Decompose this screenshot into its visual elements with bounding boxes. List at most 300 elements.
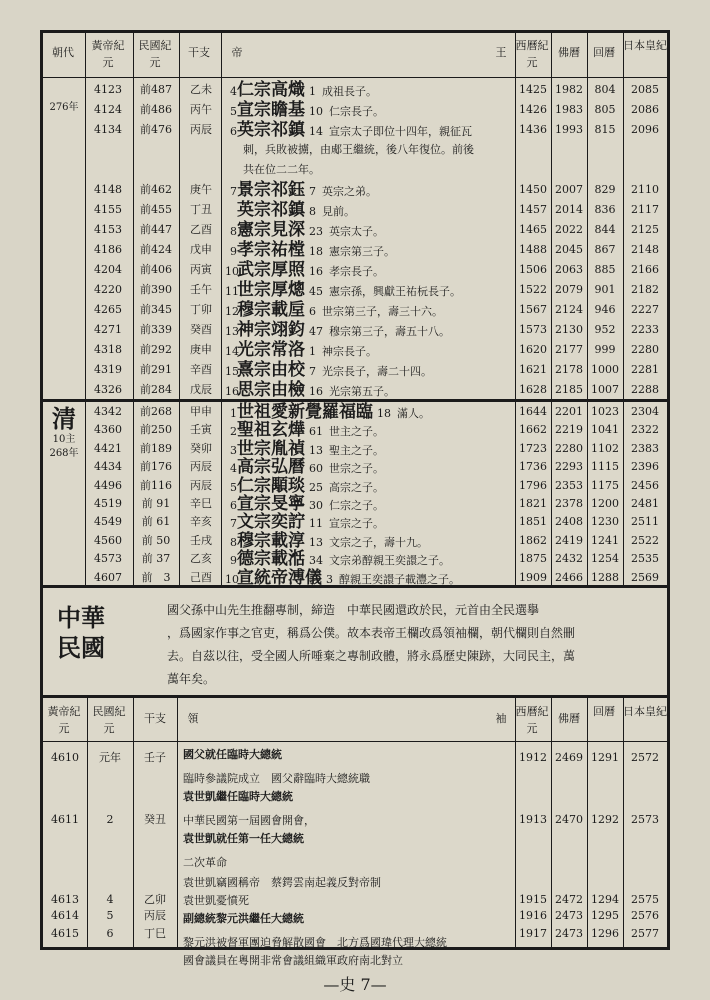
ruler-name: 宣統帝溥儀 bbox=[237, 567, 322, 588]
cell-buddhist: 2293 bbox=[555, 460, 583, 474]
ruler-note-continued: 共在位二二年。 bbox=[243, 163, 320, 176]
cell-japan: 2511 bbox=[631, 515, 659, 529]
cell-buddhist: 2280 bbox=[555, 441, 583, 455]
cell-minguo: 前189 bbox=[140, 441, 172, 455]
ruler-order: 12 bbox=[225, 305, 239, 318]
table-row bbox=[43, 321, 667, 341]
reign-years: 13 bbox=[309, 443, 323, 457]
cell-islamic: 1175 bbox=[591, 478, 619, 492]
cell-huangdi: 4615 bbox=[51, 927, 79, 940]
cell-japan: 2573 bbox=[631, 813, 659, 826]
qing-name: 清 bbox=[52, 404, 76, 433]
cell-buddhist: 2408 bbox=[555, 515, 583, 529]
cell-minguo: 前462 bbox=[140, 183, 172, 196]
ruler-order: 4 bbox=[230, 462, 237, 476]
cell-western: 1662 bbox=[519, 423, 547, 437]
cell-ganzhi: 甲申 bbox=[190, 405, 212, 418]
cell-minguo: 前 50 bbox=[141, 533, 171, 547]
cell-huangdi: 4610 bbox=[51, 751, 79, 764]
cell-western: 1875 bbox=[519, 552, 547, 566]
ruler-note: 見前。 bbox=[322, 205, 355, 218]
cell-buddhist: 2130 bbox=[555, 323, 583, 336]
ruler-note: 高宗之子。 bbox=[329, 480, 384, 494]
cell-buddhist: 2124 bbox=[555, 303, 583, 316]
ruler-order: 2 bbox=[230, 425, 237, 439]
cell-minguo: 6 bbox=[106, 927, 114, 940]
cell-huangdi: 4326 bbox=[94, 383, 122, 396]
ruler-cell bbox=[225, 101, 515, 121]
reign-years: 13 bbox=[309, 535, 323, 549]
ruler-order: 5 bbox=[230, 480, 237, 494]
cell-japan: 2304 bbox=[631, 405, 659, 418]
cell-islamic: 952 bbox=[594, 323, 616, 336]
cell-huangdi: 4360 bbox=[94, 423, 122, 437]
ruler-note: 世宗第三子，壽三十六。 bbox=[322, 305, 443, 318]
cell-buddhist: 2007 bbox=[555, 183, 583, 196]
ruler-name: 光宗常洛 bbox=[237, 340, 305, 360]
cell-western: 1917 bbox=[519, 927, 547, 940]
ruler-order: 8 bbox=[230, 535, 237, 549]
cell-western: 1912 bbox=[519, 751, 547, 764]
table-row bbox=[43, 550, 667, 568]
cell-western: 1913 bbox=[519, 813, 547, 826]
cell-western: 1723 bbox=[519, 441, 547, 455]
reign-years: 18 bbox=[377, 407, 391, 420]
cell-huangdi: 4342 bbox=[94, 405, 122, 418]
ruler-note: 英宗之弟。 bbox=[322, 185, 377, 198]
table-row bbox=[43, 495, 667, 513]
cell-western: 1736 bbox=[519, 460, 547, 474]
qing-rulers: 10主 bbox=[52, 434, 76, 445]
event-9: 副總統黎元洪繼任大總統 bbox=[183, 912, 304, 925]
cell-ganzhi: 戊申 bbox=[190, 243, 212, 256]
ruler-name: 仁宗高熾 bbox=[237, 80, 305, 100]
reign-years: 16 bbox=[309, 265, 323, 278]
cell-buddhist: 2432 bbox=[555, 552, 583, 566]
cell-ganzhi: 丙辰 bbox=[190, 123, 212, 136]
cell-japan: 2522 bbox=[631, 533, 659, 547]
cell-western: 1851 bbox=[519, 515, 547, 529]
table-sheet bbox=[40, 30, 670, 967]
cell-minguo: 2 bbox=[106, 813, 114, 826]
ruler-note: 仁宗之子。 bbox=[329, 499, 384, 512]
cell-ganzhi: 丁巳 bbox=[144, 927, 166, 940]
ruler-name: 德宗載湉 bbox=[237, 549, 305, 570]
ruler-name: 世祖愛新覺羅福臨 bbox=[237, 402, 373, 422]
reign-years: 7 bbox=[309, 365, 316, 378]
cell-ganzhi: 壬午 bbox=[190, 283, 212, 296]
ruler-cell bbox=[225, 241, 515, 261]
cell-japan: 2182 bbox=[631, 283, 659, 296]
cell-western: 1909 bbox=[519, 570, 547, 584]
reign-years: 7 bbox=[309, 185, 316, 198]
ruler-note: 憲宗第三子。 bbox=[329, 245, 395, 258]
cell-japan: 2110 bbox=[631, 183, 659, 196]
cell-ganzhi: 乙未 bbox=[190, 83, 212, 96]
cell-islamic: 829 bbox=[594, 183, 616, 196]
ruler-note: 神宗長子。 bbox=[322, 345, 377, 358]
reign-years: 23 bbox=[309, 225, 323, 238]
cell-islamic: 805 bbox=[594, 103, 616, 116]
table-row bbox=[43, 241, 667, 261]
cell-japan: 2456 bbox=[631, 478, 659, 492]
cell-minguo: 前291 bbox=[140, 363, 172, 376]
header2-minguo: 民國紀元 bbox=[92, 705, 126, 735]
cell-minguo: 4 bbox=[106, 893, 114, 906]
ruler-order: 6 bbox=[230, 125, 237, 138]
ruler-order: 14 bbox=[225, 345, 239, 358]
cell-huangdi: 4319 bbox=[94, 363, 122, 376]
cell-minguo: 前284 bbox=[140, 383, 172, 396]
ruler-order: 1 bbox=[230, 407, 237, 420]
ruler-name: 宣宗旻寧 bbox=[237, 494, 305, 514]
reign-years: 14 bbox=[309, 125, 323, 138]
ruler-cell bbox=[225, 301, 515, 321]
header-di: 帝 bbox=[231, 46, 243, 59]
header-buddhist: 佛曆 bbox=[558, 46, 580, 59]
cell-ganzhi: 丙辰 bbox=[190, 460, 212, 474]
table-row bbox=[43, 120, 667, 176]
cell-minguo: 前 37 bbox=[141, 552, 171, 566]
roc-para-line3: 去。自茲以往，受全國人所唾棄之專制政體，將永爲歷史陳跡，大同民主，萬 bbox=[167, 649, 576, 663]
reign-years: 1 bbox=[309, 345, 316, 358]
ruler-order: 13 bbox=[225, 325, 239, 338]
cell-islamic: 885 bbox=[594, 263, 616, 276]
ruler-order: 10 bbox=[225, 572, 239, 586]
cell-minguo: 前292 bbox=[140, 343, 172, 356]
cell-islamic: 1295 bbox=[591, 909, 619, 922]
ruler-order: 3 bbox=[230, 443, 237, 457]
cell-huangdi: 4549 bbox=[94, 515, 122, 529]
cell-ganzhi: 丙寅 bbox=[190, 263, 212, 276]
header-wang: 王 bbox=[495, 46, 507, 59]
cell-western: 1457 bbox=[519, 203, 547, 216]
ruler-name: 高宗弘曆 bbox=[237, 457, 305, 478]
cell-western: 1465 bbox=[519, 223, 547, 236]
ruler-order: 8 bbox=[230, 225, 237, 238]
reign-years: 6 bbox=[309, 305, 316, 318]
header2-buddhist: 佛曆 bbox=[558, 712, 580, 725]
cell-buddhist: 2353 bbox=[555, 478, 583, 492]
cell-islamic: 1041 bbox=[591, 423, 619, 437]
cell-ganzhi: 丙辰 bbox=[190, 478, 212, 492]
table-row bbox=[43, 341, 667, 361]
ruler-note: 孝宗長子。 bbox=[329, 265, 384, 278]
cell-ganzhi: 乙亥 bbox=[190, 552, 212, 566]
event-4: 中華民國第一屆國會開會， bbox=[183, 814, 315, 827]
cell-japan: 2281 bbox=[631, 363, 659, 376]
header-islamic: 回曆 bbox=[593, 46, 615, 59]
cell-western: 1488 bbox=[519, 243, 547, 256]
header-dynasty: 朝代 bbox=[52, 46, 74, 59]
cell-buddhist: 2177 bbox=[555, 343, 583, 356]
cell-huangdi: 4124 bbox=[94, 103, 122, 116]
cell-minguo: 元年 bbox=[99, 751, 121, 764]
ruler-cell bbox=[225, 221, 515, 241]
cell-huangdi: 4318 bbox=[94, 343, 122, 356]
ruler-name: 穆宗載垕 bbox=[237, 300, 305, 320]
ruler-note: 聖主之子。 bbox=[329, 443, 384, 457]
ruler-note: 文宗之子，壽十九。 bbox=[329, 535, 428, 549]
cell-western: 1425 bbox=[519, 83, 547, 96]
cell-huangdi: 4614 bbox=[51, 909, 79, 922]
cell-ganzhi: 乙卯 bbox=[144, 893, 166, 906]
header2-ganzhi: 干支 bbox=[144, 712, 166, 725]
cell-buddhist: 2466 bbox=[555, 570, 583, 584]
ruler-cell bbox=[225, 201, 515, 221]
page-number: —史 7— bbox=[323, 975, 387, 994]
cell-huangdi: 4186 bbox=[94, 243, 122, 256]
table-row bbox=[43, 421, 667, 439]
cell-western: 1916 bbox=[519, 909, 547, 922]
ruler-name: 孝宗祐樘 bbox=[237, 240, 305, 260]
cell-japan: 2125 bbox=[631, 223, 659, 236]
cell-western: 1862 bbox=[519, 533, 547, 547]
cell-huangdi: 4148 bbox=[94, 183, 122, 196]
cell-western: 1573 bbox=[519, 323, 547, 336]
cell-islamic: 1291 bbox=[591, 751, 619, 764]
table-row bbox=[43, 440, 667, 458]
qing-years: 268年 bbox=[49, 448, 79, 459]
cell-japan: 2085 bbox=[631, 83, 659, 96]
event-1: 國父就任臨時大總統 bbox=[183, 748, 282, 761]
event-11: 國會議員在粵開非常會議組織軍政府南北對立 bbox=[183, 954, 403, 967]
cell-islamic: 1007 bbox=[591, 383, 619, 396]
cell-buddhist: 2378 bbox=[555, 497, 583, 510]
ruler-name: 聖祖玄燁 bbox=[237, 420, 305, 441]
reign-years: 1 bbox=[309, 85, 316, 98]
ruler-name: 世宗厚熜 bbox=[237, 280, 305, 300]
table-row bbox=[43, 261, 667, 281]
ruler-name: 文宗奕詝 bbox=[237, 512, 305, 533]
ruler-cell bbox=[225, 261, 515, 281]
cell-western: 1644 bbox=[519, 405, 547, 418]
cell-japan: 2288 bbox=[631, 383, 659, 396]
cell-islamic: 844 bbox=[594, 223, 616, 236]
cell-islamic: 1292 bbox=[591, 813, 619, 826]
cell-minguo: 前487 bbox=[140, 83, 172, 96]
cell-buddhist: 2079 bbox=[555, 283, 583, 296]
cell-ganzhi: 壬戌 bbox=[190, 533, 212, 547]
cell-islamic: 1241 bbox=[591, 533, 619, 547]
cell-islamic: 1115 bbox=[591, 460, 619, 474]
ruler-note: 世宗之子。 bbox=[329, 462, 384, 476]
event-7: 袁世凱竊國稱帝 蔡鍔雲南起義反對帝制 bbox=[183, 876, 381, 889]
cell-buddhist: 2201 bbox=[555, 405, 583, 418]
cell-huangdi: 4613 bbox=[51, 893, 79, 906]
reign-years: 8 bbox=[309, 205, 316, 218]
cell-japan: 2577 bbox=[631, 927, 659, 940]
cell-islamic: 901 bbox=[594, 283, 616, 296]
cell-islamic: 867 bbox=[594, 243, 616, 256]
ruler-note: 宣宗之子。 bbox=[329, 517, 384, 531]
header-western: 西曆紀元 bbox=[515, 39, 549, 69]
ruler-order: 11 bbox=[225, 285, 239, 298]
cell-buddhist: 1983 bbox=[555, 103, 583, 116]
cell-western: 1628 bbox=[519, 383, 547, 396]
table-row bbox=[43, 301, 667, 321]
event-10: 黎元洪被督軍團迫脅解散國會 北方爲國瑋代理大總統 bbox=[183, 936, 447, 949]
cell-japan: 2086 bbox=[631, 103, 659, 116]
cell-huangdi: 4155 bbox=[94, 203, 122, 216]
cell-minguo: 前339 bbox=[140, 323, 172, 336]
cell-huangdi: 4134 bbox=[94, 123, 122, 136]
reign-years: 11 bbox=[309, 517, 323, 531]
ruler-name: 仁宗顒琰 bbox=[237, 475, 305, 496]
roc-para-line1: 國父孫中山先生推翻專制，締造 中華民國還政於民，元首由全民選擧 bbox=[167, 603, 540, 617]
ruler-name: 神宗翊鈞 bbox=[237, 320, 305, 340]
table-row bbox=[43, 458, 667, 476]
table-row bbox=[43, 361, 667, 381]
header2-islamic: 回曆 bbox=[593, 705, 615, 718]
cell-buddhist: 2472 bbox=[555, 893, 583, 906]
cell-huangdi: 4496 bbox=[94, 478, 122, 492]
cell-minguo: 前390 bbox=[140, 283, 172, 296]
ruler-cell bbox=[225, 321, 515, 341]
cell-islamic: 804 bbox=[594, 83, 616, 96]
table-row bbox=[43, 513, 667, 531]
cell-huangdi: 4204 bbox=[94, 263, 122, 276]
cell-western: 1796 bbox=[519, 478, 547, 492]
reign-years: 10 bbox=[309, 105, 323, 118]
header-huangdi: 黃帝紀元 bbox=[91, 39, 125, 69]
roc-label bbox=[57, 603, 105, 663]
cell-japan: 2569 bbox=[631, 570, 659, 584]
cell-islamic: 1254 bbox=[591, 552, 619, 566]
cell-buddhist: 2045 bbox=[555, 243, 583, 256]
cell-japan: 2535 bbox=[631, 552, 659, 566]
cell-japan: 2280 bbox=[631, 343, 659, 356]
reign-years: 25 bbox=[309, 480, 323, 494]
cell-islamic: 1296 bbox=[591, 927, 619, 940]
cell-islamic: 1000 bbox=[591, 363, 619, 376]
cell-ganzhi: 癸卯 bbox=[190, 441, 212, 455]
cell-japan: 2233 bbox=[631, 323, 659, 336]
ruler-name: 熹宗由校 bbox=[237, 360, 305, 380]
cell-minguo: 前424 bbox=[140, 243, 172, 256]
cell-ganzhi: 丙午 bbox=[190, 103, 212, 116]
ruler-note: 醇親王奕譞子載灃之子。 bbox=[339, 572, 460, 586]
cell-huangdi: 4123 bbox=[94, 83, 122, 96]
cell-minguo: 前486 bbox=[140, 103, 172, 116]
header-minguo: 民國紀元 bbox=[138, 39, 172, 69]
header-underline bbox=[43, 77, 667, 78]
ruler-order: 15 bbox=[225, 365, 239, 378]
cell-minguo: 前116 bbox=[140, 478, 172, 492]
cell-ganzhi: 己酉 bbox=[190, 570, 212, 584]
roc-para-line4: 萬年矣。 bbox=[167, 672, 216, 686]
cell-ganzhi: 壬子 bbox=[144, 751, 166, 764]
header-ganzhi: 干支 bbox=[188, 46, 210, 59]
event-5: 袁世凱就任第一任大總統 bbox=[183, 832, 304, 845]
ruler-cell bbox=[225, 281, 515, 301]
cell-minguo: 前250 bbox=[140, 423, 172, 437]
table-row bbox=[43, 181, 667, 201]
qing-roc-divider bbox=[43, 585, 667, 588]
cell-buddhist: 2063 bbox=[555, 263, 583, 276]
ruler-note: 英宗太子。 bbox=[329, 225, 384, 238]
ruler-name: 憲宗見深 bbox=[237, 220, 305, 240]
cell-japan: 2383 bbox=[631, 441, 659, 455]
cell-japan: 2117 bbox=[631, 203, 659, 216]
ruler-note: 文宗弟醇親王奕譞之子。 bbox=[329, 554, 450, 568]
ruler-order: 7 bbox=[230, 517, 237, 531]
cell-japan: 2575 bbox=[631, 893, 659, 906]
ruler-note: 滿人。 bbox=[397, 407, 430, 420]
cell-islamic: 1023 bbox=[591, 405, 619, 418]
ruler-cell bbox=[225, 361, 515, 381]
cell-ganzhi: 丙辰 bbox=[144, 909, 166, 922]
cell-japan: 2148 bbox=[631, 243, 659, 256]
ruler-order: 7 bbox=[230, 185, 237, 198]
reign-years: 47 bbox=[309, 325, 323, 338]
cell-huangdi: 4421 bbox=[94, 441, 122, 455]
event-3: 袁世凱繼任臨時大總統 bbox=[183, 790, 293, 803]
cell-ganzhi: 丁丑 bbox=[190, 203, 212, 216]
cell-western: 1567 bbox=[519, 303, 547, 316]
cell-minguo: 前176 bbox=[140, 460, 172, 474]
cell-ganzhi: 庚午 bbox=[190, 183, 212, 196]
cell-islamic: 1288 bbox=[591, 570, 619, 584]
cell-minguo: 前 91 bbox=[141, 497, 171, 510]
roc-label-line2: 民國 bbox=[57, 633, 105, 662]
ruler-name: 宣宗瞻基 bbox=[237, 100, 305, 120]
ruler-note: 宣宗太子即位十四年，親征瓦 bbox=[329, 125, 472, 138]
cell-buddhist: 2185 bbox=[555, 383, 583, 396]
cell-western: 1620 bbox=[519, 343, 547, 356]
reign-years: 61 bbox=[309, 425, 323, 439]
table-row bbox=[43, 221, 667, 241]
cell-minguo: 前455 bbox=[140, 203, 172, 216]
cell-huangdi: 4560 bbox=[94, 533, 122, 547]
cell-minguo: 前476 bbox=[140, 123, 172, 136]
header2-huangdi: 黃帝紀元 bbox=[47, 705, 81, 735]
cell-islamic: 999 bbox=[594, 343, 616, 356]
cell-japan: 2322 bbox=[631, 423, 659, 437]
reign-years: 45 bbox=[309, 285, 323, 298]
reign-years: 16 bbox=[309, 385, 323, 398]
cell-buddhist: 2014 bbox=[555, 203, 583, 216]
cell-buddhist: 1982 bbox=[555, 83, 583, 96]
cell-huangdi: 4220 bbox=[94, 283, 122, 296]
roc-paragraph bbox=[167, 599, 663, 691]
ruler-note: 憲宗孫，興獻王祐杬長子。 bbox=[329, 285, 461, 298]
ruler-name: 世宗胤禎 bbox=[237, 438, 305, 459]
ruler-note: 成祖長子。 bbox=[322, 85, 377, 98]
cell-ganzhi: 戊辰 bbox=[190, 383, 212, 396]
cell-buddhist: 2178 bbox=[555, 363, 583, 376]
cell-huangdi: 4271 bbox=[94, 323, 122, 336]
ruler-note: 光宗第五子。 bbox=[329, 385, 395, 398]
roc-label-line1: 中華 bbox=[57, 603, 105, 632]
cell-western: 1522 bbox=[519, 283, 547, 296]
ruler-order: 6 bbox=[230, 499, 237, 512]
header2-western: 西曆紀元 bbox=[515, 705, 549, 735]
cell-ganzhi: 癸酉 bbox=[190, 323, 212, 336]
cell-buddhist: 2469 bbox=[555, 751, 583, 764]
ruler-order: 9 bbox=[230, 245, 237, 258]
cell-minguo: 前406 bbox=[140, 263, 172, 276]
cell-western: 1436 bbox=[519, 123, 547, 136]
cell-japan: 2096 bbox=[631, 123, 659, 136]
cell-huangdi: 4611 bbox=[51, 813, 79, 826]
table-row bbox=[43, 381, 667, 401]
cell-huangdi: 4573 bbox=[94, 552, 122, 566]
cell-islamic: 815 bbox=[594, 123, 616, 136]
cell-japan: 2227 bbox=[631, 303, 659, 316]
table-row bbox=[43, 101, 667, 121]
cell-islamic: 1230 bbox=[591, 515, 619, 529]
